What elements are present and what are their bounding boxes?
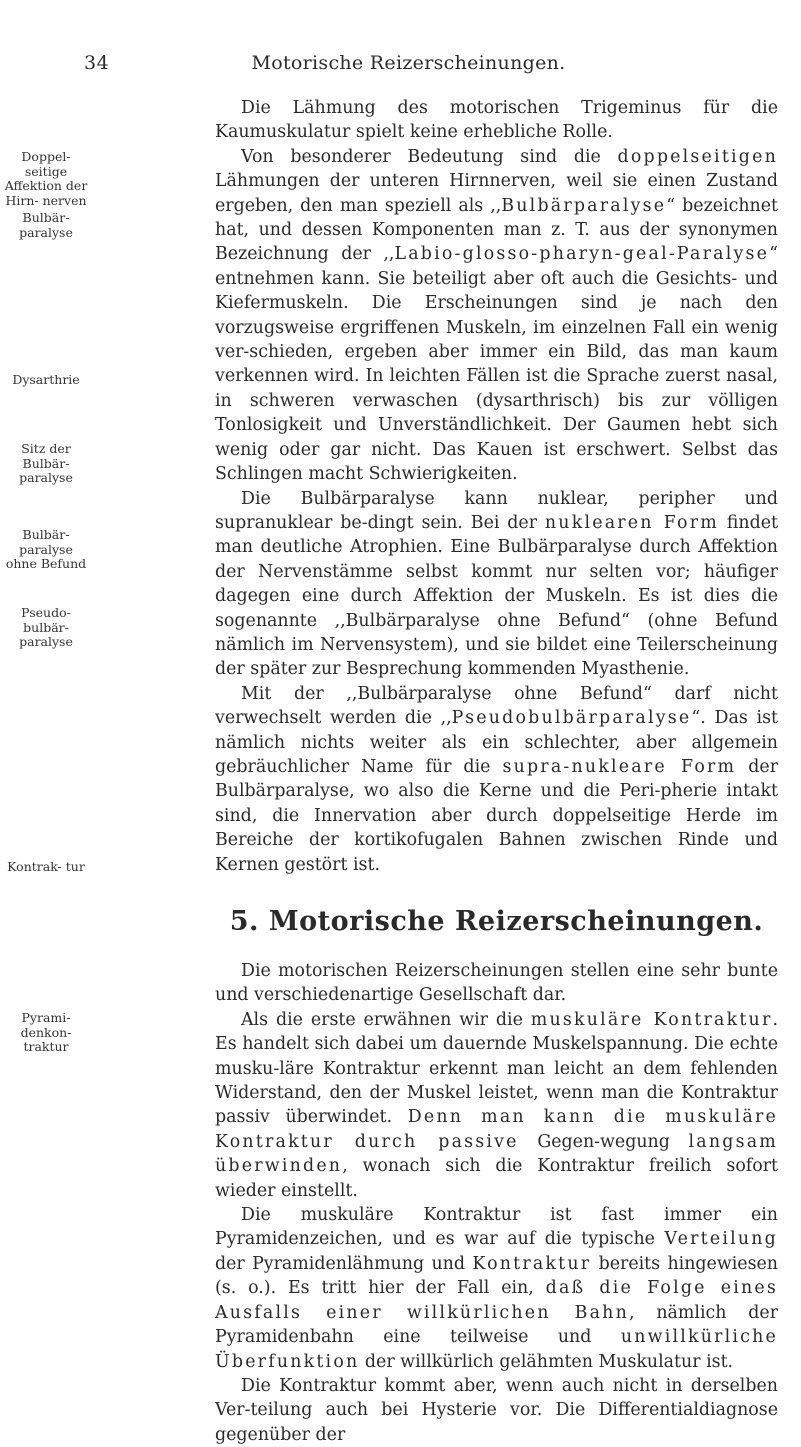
paragraph: Die Bulbärparalyse kann nuklear, peripher und supranuklear be-dingt sein. Bei der nuklearen Form findet man deutliche Atrophien. Eine Bulbärparalyse durch Affektion der Nervenstämme selbst kommt nur selten vor; häufiger dagegen eine durch Affektion der Muskeln. Es ist dies die sogenannte ,,Bulbärparalyse ohne Befund“ (ohne Befund nämlich im Nervensystem), und sie bildet eine Teilerscheinung der später zur Besprechung kommenden Myasthenie. — [215, 488, 778, 680]
emphasis-text: daß die Folge eines Ausfalls einer willkürlichen Bahn — [215, 1278, 778, 1323]
emphasis-text: supra-nukleare Form — [502, 756, 737, 777]
section-heading: 5. Motorische Reizerscheinungen. — [229, 906, 764, 937]
margin-note-ohne-befund: Bulbär- paralyse ohne Befund — [5, 527, 87, 571]
emphasis-text: doppelseitigen — [617, 146, 778, 167]
emphasis-text: Bulbärparalyse — [501, 195, 667, 216]
paragraph: Die Kontraktur kommt aber, wenn auch nicht in derselben Ver-teilung auch bei Hysterie vor. Die Differentialdiagnose gegenüber der — [215, 1375, 778, 1445]
emphasis-text: Pseudobulbärparalyse — [451, 708, 692, 729]
running-title: Motorische Reizerscheinungen. — [251, 52, 566, 74]
paragraph: Mit der ,,Bulbärparalyse ohne Befund“ darf nicht verwechselt werden die ,,Pseudobulbärparalyse“. Das ist nämlich nichts weiter als ein schlechter, aber allgemein gebräuchlicher Name für die supra-nukleare Form der Bulbärparalyse, wo also die Kerne und die Peri-pherie intakt sind, die Innervation aber durch doppelseitige Herde im Bereiche der kortikofugalen Bahnen zwischen Rinde und Kernen gestört ist. — [215, 683, 779, 875]
emphasis-text: Labio-glosso-pharyn-geal-Paralyse — [394, 244, 770, 265]
paragraph: Die muskuläre Kontraktur ist fast immer ein Pyramidenzeichen, und es war auf die typische Verteilung der Pyramidenlähmung und Kontraktur bereits hingewiesen (s. o.). Es tritt hier der Fall ein, daß die Folge eines Ausfalls einer willkürlichen Bahn, nämlich der Pyramidenbahn eine teilweise und unwillkürliche Überfunktion der willkürlich gelähmten Muskulatur ist. — [215, 1205, 779, 1372]
margin-note-dysarthrie: Dysarthrie — [12, 372, 80, 387]
margin-note-pyramiden: Pyrami- denkon- traktur — [20, 1010, 72, 1054]
paragraph: Von besonderer Bedeutung sind die doppelseitigen Lähmungen der unteren Hirnnerven, weil sie einen Zustand ergeben, den man speziell als ,,Bulbärparalyse“ bezeichnet hat, und dessen Komponenten man z. T. aus der synonymen Bezeichnung der ,,Labio-glosso-pharyn-geal-Paralyse“ entnehmen kann. Sie beteiligt aber oft auch die Gesichts- und Kiefermuskeln. Die Erscheinungen sind je nach den vorzugsweise ergriffenen Muskeln, im einzelnen Fall ein wenig ver-schieden, ergeben aber immer ein Bild, das man kaum verkennen wird. In leichten Fällen ist die Sprache zuerst nasal, in schweren verwaschen (dysarthrisch) bis zur völligen Tonlosigkeit und Unverständlichkeit. Der Gaumen hebt sich wenig oder gar nicht. Das Kauen ist erschwert. Selbst das Schlingen macht Schwierigkeiten. — [215, 146, 779, 485]
page-number: 34 — [84, 52, 110, 74]
margin-note-pseudo: Pseudo- bulbär- paralyse — [19, 605, 73, 649]
margin-note-kontraktur: Kontrak- tur — [7, 859, 85, 874]
emphasis-text: Denn man kann die muskuläre Kontraktur durch passive — [215, 1107, 778, 1152]
margin-note-sitz: Sitz der Bulbär- paralyse — [19, 441, 73, 485]
margin-note-doppelseitige: Doppel- seitige Affektion der Hirn- nerven — [4, 149, 88, 208]
paragraph: Die motorischen Reizerscheinungen stellen eine sehr bunte und verschiedenartige Gesellschaft dar. — [215, 961, 778, 1006]
paragraph: Die Lähmung des motorischen Trigeminus für die Kaumuskulatur spielt keine erhebliche Rolle. — [215, 98, 778, 143]
margin-note-bulbaerparalyse: Bulbär- paralyse — [19, 210, 73, 240]
body-text — [215, 96, 778, 1447]
emphasis-text: langsam überwinden — [215, 1131, 778, 1177]
emphasis-text: Verteilung — [664, 1229, 778, 1250]
emphasis-text: Kontraktur — [472, 1253, 592, 1274]
emphasis-text: unwillkürliche Überfunktion — [215, 1327, 778, 1372]
emphasis-text: muskuläre Kontraktur — [530, 1009, 773, 1030]
emphasis-text: nuklearen Form — [544, 512, 719, 533]
paragraph: Als die erste erwähnen wir die muskuläre Kontraktur. Es handelt sich dabei um dauernde Muskelspannung. Die echte musku-läre Kontraktur erkennt man leicht an dem fehlenden Widerstand, den der Muskel leistet, wenn man die Kontraktur passiv überwindet. Denn man kann die muskuläre Kontraktur durch passive Gegen-wegung langsam überwinden, wonach sich die Kontraktur freilich sofort wieder einstellt. — [215, 1009, 778, 1201]
